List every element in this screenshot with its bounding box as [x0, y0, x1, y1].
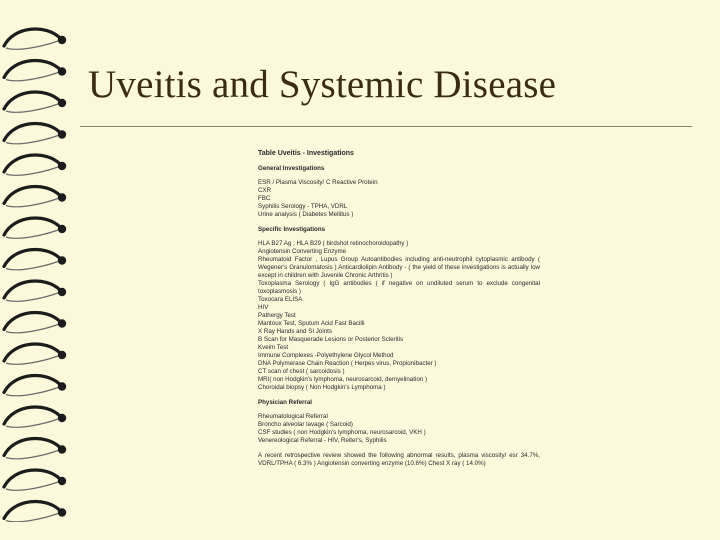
binding-ring [4, 375, 66, 395]
specific-investigations-title: Specific Investigations [258, 226, 326, 233]
spiral-binding [0, 22, 78, 522]
investigation-item: FBC [258, 195, 271, 202]
binding-ring [4, 249, 66, 269]
investigation-item: Syphilis Serology - TPHA, VDRL [258, 203, 348, 210]
investigation-item: Kveim Test [258, 344, 289, 351]
investigation-item: ESR / Plasma Viscosity/ C Reactive Protein [258, 179, 378, 186]
binding-ring [4, 218, 66, 238]
binding-ring [4, 92, 66, 112]
investigation-item: Mantoux Test, Sputum Acid Fast Bacilli [258, 320, 365, 327]
investigation-item: B Scan for Masquerade Lesions or Posterior Scleritis [258, 336, 404, 343]
binding-ring [4, 155, 66, 175]
investigation-item: DNA Polymerase Chain Reaction ( Herpes virus, Propionibacter ) [258, 360, 437, 367]
binding-ring [4, 312, 66, 332]
investigation-item: Choroidal biopsy ( Non Hodgkin's Lymphoma ) [258, 384, 386, 391]
investigation-item: Angiotensin Converting Enzyme [258, 248, 347, 255]
investigations-table-image [258, 150, 540, 495]
investigation-item: CXR [258, 187, 272, 194]
binding-ring [4, 60, 66, 80]
binding-ring [4, 407, 66, 427]
title-divider [80, 126, 692, 127]
investigation-item: Toxoplasma Serology ( IgG antibodies ( if negative on undiluted serum to exclude congenital toxoplasmosis ) [258, 280, 540, 295]
investigation-item: HIV [258, 304, 269, 311]
investigation-item: CSF studies ( non Hodgkin's lymphoma, neurosarcoid, VKH ) [258, 429, 426, 436]
investigation-item: HLA B27 Ag ; HLA B29 ( birdshot retinochoroidopathy ) [258, 240, 409, 247]
binding-ring [4, 281, 66, 301]
binding-ring [4, 470, 66, 490]
binding-ring [4, 186, 66, 206]
investigation-item: Rheumatological Referral [258, 413, 328, 420]
physician-referral-title: Physician Referral [258, 399, 312, 406]
investigation-item: Urine analysis ( Diabetes Mellitus ) [258, 211, 354, 218]
binding-ring [4, 123, 66, 143]
investigation-item: MRI( non Hodgkin's lymphoma, neurosarcoid, demyelination ) [258, 376, 428, 383]
investigation-item: X Ray Hands and SI Joints [258, 328, 332, 335]
investigation-item: CT scan of chest ( sarcoidosis ) [258, 368, 345, 375]
physician-referral-list [258, 413, 540, 445]
binding-ring [4, 438, 66, 458]
binding-ring [4, 501, 66, 521]
retrospective-review-note: A recent retrospective review showed the following abnormal results, plasma viscosity/ esr 34.7%, VDRL/TPHA ( 6.3% ) Angiotensin converting enzyme (10.6%) Chest X ray ( 14.0%) [258, 452, 540, 467]
slide-title: Uveitis and Systemic Disease [88, 63, 557, 106]
specific-investigations-list [258, 240, 540, 392]
general-investigations-title: General Investigations [258, 165, 325, 172]
investigation-item: Broncho alveolar lavage ( Sarcoid) [258, 421, 353, 428]
investigation-item: Pathergy Test [258, 312, 296, 319]
binding-ring [4, 344, 66, 364]
investigation-item: Immune Complexes -Polyethylene Glycol Method [258, 352, 394, 359]
binding-ring [4, 29, 66, 49]
table-heading: Table Uveitis - Investigations [258, 150, 354, 157]
general-investigations-list [258, 179, 540, 219]
investigation-item: Rheumatoid Factor , Lupus Group Autoantibodies including anti-neutrophil cytoplasmic antibody ( Wegener's Granulomatosis ) Anticardiolipin Antibody - ( the yield of these investigations is actually low except in children with Juvenile Chronic Arthritis ) [258, 256, 540, 279]
investigation-item: Venereological Referral - HIV, Reiter's, Syphilis [258, 437, 387, 444]
investigation-item: Toxocara ELISA [258, 296, 303, 303]
